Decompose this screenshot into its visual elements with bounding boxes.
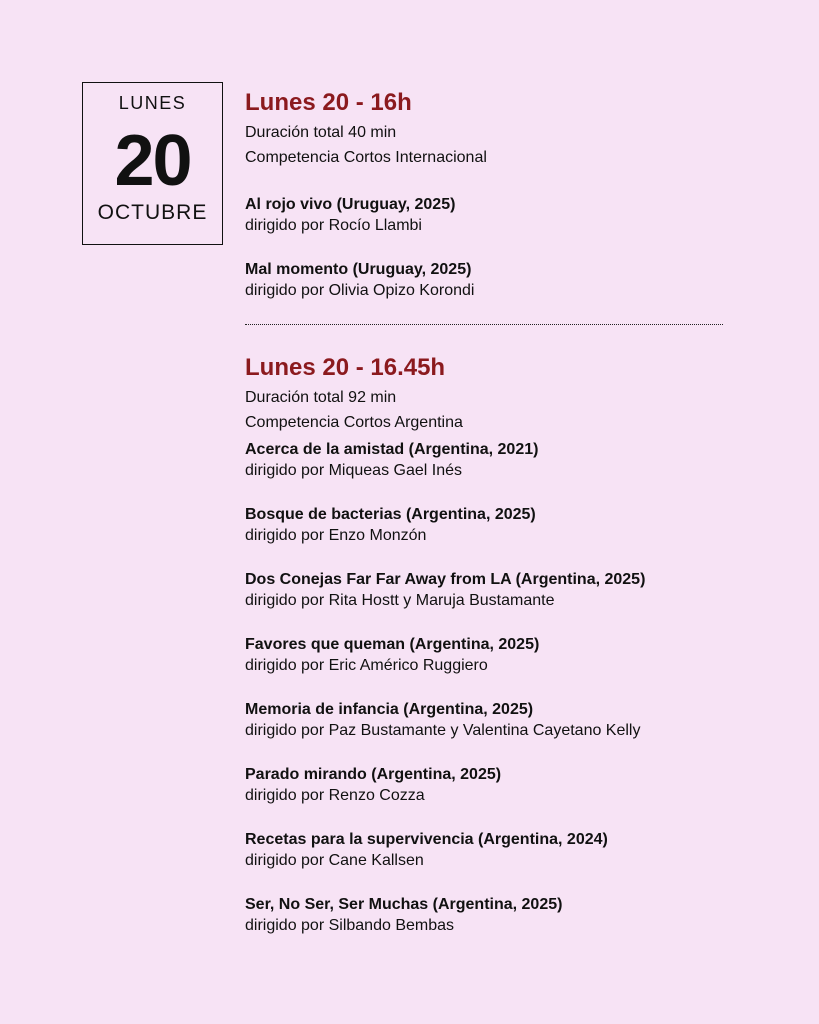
- session-category: Competencia Cortos Argentina: [245, 414, 463, 431]
- session-duration: Duración total 40 min: [245, 124, 397, 141]
- session-info: [245, 385, 725, 435]
- dotted-divider: [245, 324, 723, 325]
- film-item: [245, 894, 725, 936]
- film-title: Parado mirando (Argentina, 2025): [245, 766, 502, 783]
- film-item: [245, 829, 725, 871]
- film-title: Recetas para la supervivencia (Argentina, 2024): [245, 831, 608, 848]
- film-director: dirigido por Olivia Opizo Korondi: [245, 282, 475, 299]
- session-duration: Duración total 92 min: [245, 389, 397, 406]
- session-title: Lunes 20 - 16h: [245, 89, 412, 116]
- date-box: [82, 82, 223, 245]
- film-title: Memoria de infancia (Argentina, 2025): [245, 701, 534, 718]
- session-info: [245, 120, 725, 170]
- session-block: [245, 353, 725, 936]
- session-block: [245, 88, 725, 301]
- film-title: Bosque de bacterias (Argentina, 2025): [245, 506, 536, 523]
- film-title: Acerca de la amistad (Argentina, 2021): [245, 441, 539, 458]
- film-item: [245, 634, 725, 676]
- date-day: 20: [114, 121, 191, 201]
- film-title: Ser, No Ser, Ser Muchas (Argentina, 2025): [245, 896, 563, 913]
- film-item: [245, 699, 725, 741]
- schedule: [245, 88, 725, 936]
- film-director: dirigido por Miqueas Gael Inés: [245, 462, 463, 479]
- session-title: Lunes 20 - 16.45h: [245, 354, 446, 381]
- film-director: dirigido por Paz Bustamante y Valentina Cayetano Kelly: [245, 722, 641, 739]
- film-title: Al rojo vivo (Uruguay, 2025): [245, 196, 456, 213]
- film-director: dirigido por Renzo Cozza: [245, 787, 425, 804]
- film-director: dirigido por Cane Kallsen: [245, 852, 424, 869]
- film-item: [245, 764, 725, 806]
- film-item: [245, 439, 725, 481]
- film-list: [245, 439, 725, 936]
- film-item: [245, 504, 725, 546]
- film-director: dirigido por Rocío Llambi: [245, 217, 422, 234]
- date-month: OCTUBRE: [97, 201, 208, 224]
- film-director: dirigido por Enzo Monzón: [245, 527, 427, 544]
- film-item: [245, 194, 725, 236]
- film-title: Mal momento (Uruguay, 2025): [245, 261, 472, 278]
- film-director: dirigido por Silbando Bembas: [245, 917, 455, 934]
- film-item: [245, 569, 725, 611]
- film-director: dirigido por Rita Hostt y Maruja Bustamante: [245, 592, 555, 609]
- date-weekday: LUNES: [118, 93, 187, 113]
- film-list: [245, 194, 725, 301]
- film-item: [245, 259, 725, 301]
- film-director: dirigido por Eric Américo Ruggiero: [245, 657, 488, 674]
- film-title: Favores que queman (Argentina, 2025): [245, 636, 540, 653]
- session-category: Competencia Cortos Internacional: [245, 149, 487, 166]
- film-title: Dos Conejas Far Far Away from LA (Argentina, 2025): [245, 571, 646, 588]
